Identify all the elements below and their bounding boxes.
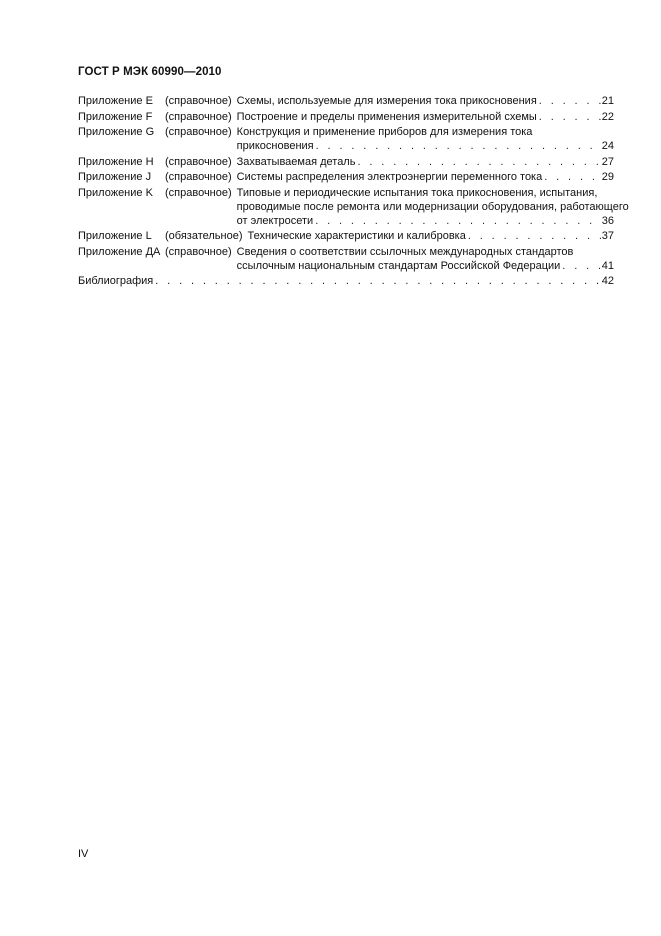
toc-entry-title-line — [236, 200, 629, 214]
document-header: ГОСТ Р МЭК 60990—2010 — [78, 66, 222, 78]
toc-entry-page: 21 — [601, 95, 614, 107]
toc-entry-title — [237, 94, 614, 108]
toc-entry-type: (справочное) — [165, 171, 232, 183]
toc-entry-title-text: Построение и пределы применения измерительной схемы — [236, 110, 537, 123]
toc-entry-page: 27 — [601, 155, 614, 168]
toc-entry-label: Приложение H — [78, 155, 154, 168]
dot-leader — [153, 274, 602, 288]
toc-entry-title-line — [237, 155, 614, 169]
toc-entry-title-line — [237, 125, 614, 139]
dot-leader — [355, 155, 601, 169]
toc-entry-label: Библиография — [78, 275, 154, 287]
dot-leader — [314, 139, 602, 153]
dot-leader — [537, 94, 602, 108]
toc-entry[interactable] — [78, 229, 614, 243]
toc-entry-type: (справочное) — [165, 126, 232, 138]
toc-entry-page: 24 — [601, 140, 614, 152]
toc-entry[interactable] — [78, 245, 614, 273]
toc-entry-title-text: Схемы, используемые для измерения тока прикосновения — [236, 95, 537, 107]
dot-leader — [560, 259, 601, 273]
toc-entry-page: 22 — [601, 110, 614, 123]
dot-leader — [537, 110, 602, 124]
toc-entry-title — [248, 229, 614, 243]
toc-entry-page: 37 — [601, 230, 614, 242]
toc-entry-title-line — [237, 170, 614, 184]
toc-entry[interactable] — [78, 170, 614, 184]
toc-entry[interactable] — [78, 186, 629, 228]
toc-entry-title-text: от электросети — [236, 214, 314, 227]
toc-entry-title-line — [237, 110, 614, 124]
toc-entry-label: Приложение E — [78, 95, 153, 107]
toc-entry-page: 42 — [601, 275, 614, 287]
toc-entry[interactable] — [78, 110, 614, 124]
dot-leader — [542, 170, 602, 184]
toc-entry-type: (справочное) — [165, 110, 232, 123]
toc-entry-type: (обязательное) — [165, 230, 243, 242]
toc-entry-page: 41 — [601, 259, 614, 272]
toc-entry-title-line — [248, 229, 614, 243]
toc-entry-title — [237, 110, 614, 124]
dot-leader — [466, 229, 602, 243]
table-of-contents — [78, 94, 629, 288]
toc-entry-title-text: Типовые и периодические испытания тока прикосновения, испытания, — [236, 186, 598, 199]
toc-entry-title-text: Системы распределения электроэнергии переменного тока — [236, 171, 543, 183]
toc-entry-title — [237, 245, 614, 273]
toc-entry-type: (справочное) — [165, 186, 232, 199]
toc-entry-title-text: проводимые после ремонта или модернизации оборудования, работающего — [236, 200, 629, 213]
toc-entry-title-line — [237, 139, 614, 153]
toc-entry-page: 36 — [601, 214, 614, 227]
toc-entry-title-text: Конструкция и применение приборов для измерения тока — [236, 126, 533, 138]
toc-entry-label: Приложение K — [78, 186, 153, 199]
toc-entry-type: (справочное) — [165, 155, 232, 168]
toc-entry-bibliography[interactable] — [78, 274, 614, 288]
toc-entry-title-line — [237, 245, 614, 259]
toc-entry-title-text: Захватываемая деталь — [236, 155, 356, 168]
toc-entry-title-line — [237, 186, 614, 200]
toc-entry-title-text: прикосновения — [236, 140, 314, 152]
toc-entry-label: Приложение G — [78, 126, 155, 138]
toc-entry-title-text: ссылочным национальным стандартам Российской Федерации — [236, 259, 561, 272]
toc-entry-page: 29 — [601, 171, 614, 183]
toc-entry-label: Приложение J — [78, 171, 152, 183]
toc-entry[interactable] — [78, 155, 614, 169]
toc-entry-label: Приложение F — [78, 110, 153, 123]
toc-entry-label: Приложение L — [78, 230, 152, 242]
toc-entry-title-line — [237, 94, 614, 108]
toc-entry-label: Приложение ДА — [78, 245, 161, 258]
toc-entry-title-line — [237, 259, 614, 273]
toc-entry-type: (справочное) — [165, 95, 232, 107]
toc-entry-title-text: Сведения о соответствии ссылочных международных стандартов — [236, 245, 574, 258]
toc-entry[interactable] — [78, 125, 614, 153]
toc-entry-title — [237, 155, 614, 169]
toc-entry-title-line — [237, 214, 614, 228]
toc-entry-title — [236, 186, 629, 228]
dot-leader — [313, 214, 602, 228]
toc-entry-title — [237, 170, 614, 184]
toc-entry-title — [237, 125, 614, 153]
toc-entry-type: (справочное) — [165, 245, 232, 258]
toc-entry-title-text: Технические характеристики и калибровка — [247, 230, 466, 242]
toc-entry[interactable] — [78, 94, 614, 108]
toc-entries — [78, 94, 629, 273]
page-number: IV — [78, 848, 89, 860]
